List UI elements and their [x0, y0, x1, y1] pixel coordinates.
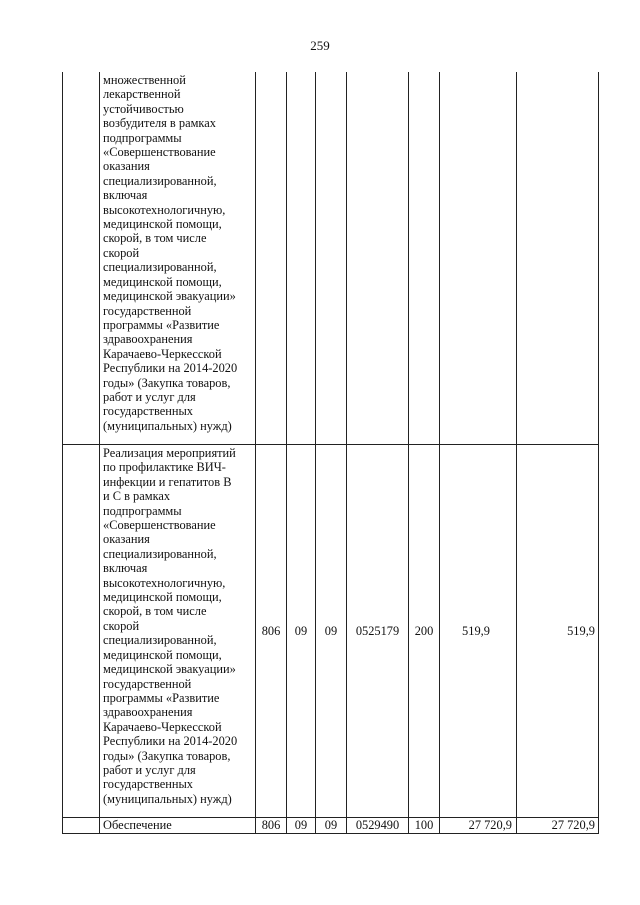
table-border-left: [62, 72, 63, 834]
cell-subsection: 09: [324, 624, 338, 638]
table-border-bottom: [62, 833, 599, 834]
column-divider: [346, 72, 347, 834]
page-number: 259: [310, 38, 330, 53]
row-description: Обеспечение: [103, 818, 172, 832]
cell-sum-1: 27 720,9: [468, 818, 512, 832]
cell-section: 09: [294, 624, 308, 638]
cell-sum-2: 519,9: [567, 624, 595, 638]
cell-target: 0525179: [355, 624, 400, 638]
column-divider: [516, 72, 517, 834]
cell-ministry: 806: [261, 818, 281, 832]
column-divider: [286, 72, 287, 834]
column-divider: [99, 72, 100, 834]
cell-section: 09: [294, 818, 308, 832]
cell-ministry: 806: [261, 624, 281, 638]
row-divider: [62, 444, 599, 445]
column-divider: [439, 72, 440, 834]
row-description: Реализация мероприятий по профилактике ВИЧ- инфекции и гепатитов В и С в рамках подпрограммы «Совершенствование оказания специализированной, включая высокотехнологичную, медицинской помощи, скорой, в том числе скорой специализированной, медицинской помощи, медицинской эвакуации» государственной программы «Развитие здравоохранения Карачаево-Черкесской Республики на 2014-2020 годы» (Закупка товаров, работ и услуг для государственных (муниципальных) нужд): [103, 446, 238, 806]
cell-sum-2: 27 720,9: [551, 818, 595, 832]
cell-sum-1: 519,9: [462, 624, 490, 638]
cell-subsection: 09: [324, 818, 338, 832]
column-divider: [315, 72, 316, 834]
cell-expense-type: 100: [414, 818, 434, 832]
cell-expense-type: 200: [414, 624, 434, 638]
table-border-right: [598, 72, 599, 834]
column-divider: [408, 72, 409, 834]
row-description: множественной лекарственной устойчивостью возбудителя в рамках подпрограммы «Совершенствование оказания специализированной, включая высокотехнологичную, медицинской помощи, скорой, в том числе скорой специализированной, медицинской помощи, медицинской эвакуации» государственной программы «Развитие здравоохранения Карачаево-Черкесской Республики на 2014-2020 годы» (Закупка товаров, работ и услуг для государственных (муниципальных) нужд): [103, 73, 238, 433]
cell-target: 0529490: [355, 818, 400, 832]
